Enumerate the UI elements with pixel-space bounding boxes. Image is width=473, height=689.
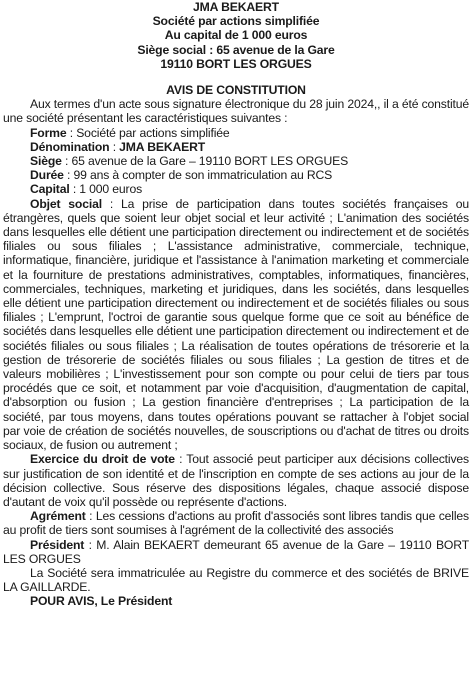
field-capital [3,182,469,196]
denomination-value: JMA BEKAERT [119,139,206,154]
agrement-value: : Les cessions d'actions au profit d'associés sont libres tandis que celles au profit de tiers sont soumises à l'agrément de la collectivité des associés [3,509,469,538]
duree-label: Durée [30,168,64,183]
field-duree [3,168,469,182]
notice-title: AVIS DE CONSTITUTION [166,83,306,98]
duree-value: : 99 ans à compter de son immatriculation au RCS [63,168,333,183]
signature [3,594,469,608]
vote-value: : Tout associé peut participer aux décisions collectives sur justification de son identité et de l'inscription en compte de ses actions au jour de la décision collective. Sous réserve des dispositions légales, chaque associé dispose d'autant de voix qu'il possède ou représente d'actions. [3,452,469,509]
field-objet-social [3,197,469,453]
field-droit-de-vote [3,452,469,509]
forme-label: Forme [30,125,67,140]
objet-label: Objet social [30,196,102,211]
capital-label: Capital [30,182,70,197]
rcs-paragraph: La Société sera immatriculée au Registre du commerce et des sociétés de BRIVE LA GAILLARDE. [3,565,469,595]
objet-value: : La prise de participation dans toutes sociétés françaises ou étrangères, quels que soient leur objet social et leur activité ; L'animation des sociétés dans lesquelles elle détient une participation directement ou indirectement et de sociétés filiales ou sous filiales ; L'assistance administrative, commerciale, technique, informatique, financière, juridique et l'assistance à l'animation marketing et commerciale et la fourniture de prestations administratives, comptables, informatiques, financières, commerciales, techniques, marketing et juridiques, dans les sociétés, dans lesquelles elle détient une participation directement ou indirectement et de sociétés filiales ou sous filiales ; L'emprunt, l'octroi de garantie sous quelque forme que ce soit au bénéfice de sociétés dans lesquelles elle détient une participation directement ou indirectement et de sociétés filiales ou sous filiales ; La réalisation de toutes opérations de trésorerie et la gestion de trésorerie de sociétés filiales ou sous filiales ; La gestion de titres et de valeurs mobilières ; L'investissement pour son compte ou pour celui de tiers par tous procédés que ce soit, et notamment par voie d'acquisition, d'augmentation de capital, d'absorption ou fusion ; La gestion financière d'entreprises ; La participation de la société, par tous moyens, dans toutes opérations pouvant se rattacher à l'objet social par voie de création de sociétés nouvelles, de souscriptions ou d'achat de titres ou droits sociaux, de fusion ou autrement ; [3,196,469,453]
denomination-label: Dénomination [30,139,110,154]
field-siege [3,154,469,168]
forme-value: : Société par actions simplifiée [66,125,230,140]
company-city: 19110 BORT LES ORGUES [160,56,312,71]
siege-value: : 65 avenue de la Gare – 19110 BORT LES ORGUES [61,154,349,169]
company-form: Société par actions simplifiée [152,14,320,29]
field-president [3,538,469,566]
company-seat: Siège social : 65 avenue de la Gare [137,42,335,57]
company-name: JMA BEKAERT [193,0,279,14]
signature-text: POUR AVIS, Le Président [30,594,173,609]
company-capital: Au capital de 1 000 euros [164,28,308,43]
company-header [3,0,469,71]
denomination-separator: : [109,139,120,154]
capital-value: : 1 000 euros [69,182,143,197]
field-agrement [3,509,469,537]
siege-label: Siège [30,154,62,169]
intro-paragraph: Aux termes d'un acte sous signature électronique du 28 juin 2024,, il a été constitué une société présentant les caractéristiques suivantes : [3,97,469,126]
field-denomination [3,140,469,154]
agrement-label: Agrément [30,509,86,524]
president-label: Président [30,537,85,552]
field-forme [3,126,469,140]
vote-label: Exercice du droit de vote [30,452,175,467]
president-value: : M. Alain BEKAERT demeurant 65 avenue de la Gare – 19110 BORT LES ORGUES [3,537,469,566]
